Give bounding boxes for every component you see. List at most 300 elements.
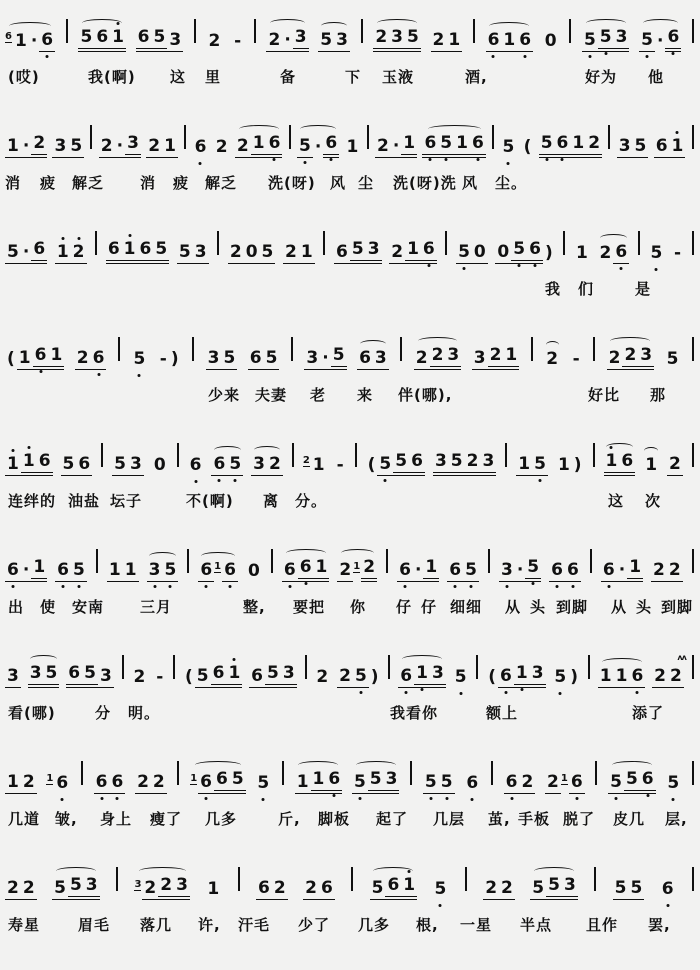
low-octave-dot [333,794,336,797]
low-octave-dot [439,904,442,907]
note-digit: 2 [31,134,47,158]
note-group [516,455,548,476]
note-digit: 2 [430,346,446,370]
note-digit: 6 [660,880,676,900]
note-digit: 6 [323,134,339,158]
low-octave-dot [492,55,495,58]
note-digit: 5 [320,30,333,51]
barline [692,443,694,467]
note-group [352,770,400,794]
low-octave-dot [61,798,64,801]
note-group [303,456,327,476]
note-digit: 5 [265,348,278,369]
note-group [549,561,581,582]
note-group [235,134,283,158]
barline [95,231,97,255]
note-digit: 5 [456,243,472,264]
note-digit: 6 [110,773,126,794]
note-group [256,879,288,900]
high-octave-dot [676,131,679,134]
note-digit: 3 [207,348,220,369]
note-digit: 1 [414,664,430,688]
note-digit: 2 [144,878,157,899]
note-digit: 0 [473,242,486,263]
low-octave-dot [636,691,639,694]
note-digit: 5 [265,664,281,688]
note-digit: 6 [464,774,480,794]
note-digit: 5 [377,455,393,476]
note-digit: 3 [54,136,67,157]
note-digit: · [618,560,626,581]
high-octave-dot [610,446,613,449]
note-group [297,134,339,158]
note-group [544,350,560,370]
note-digit: 6 [601,561,617,582]
note-digit: - [674,243,682,264]
note-digit: 6 [421,240,437,264]
lyric-syllable: 身上 [100,810,133,828]
low-octave-dot [303,161,306,164]
note-digit: - [156,667,164,688]
low-octave-dot [262,798,265,801]
tie-arc [534,867,574,875]
note-digit: 6 [629,667,645,688]
note-group [295,770,343,794]
lyric-syllable: 们 [578,280,595,298]
note-group [46,774,70,794]
low-octave-dot [205,585,208,588]
low-octave-dot [273,158,276,161]
barline [289,125,291,149]
low-octave-dot [545,158,548,161]
lyric-syllable: 皮几 [613,810,646,828]
note-digit: 2 [133,667,146,688]
note-digit: 1 [423,558,439,582]
note-digit: 1 [518,454,531,475]
barline [588,655,590,679]
note-digit: 6 [5,561,21,582]
note-digit: 3 [293,28,309,52]
lyric-syllable: 使 [40,598,57,616]
note-digit: 1 [31,558,47,582]
note-digit: 3 [480,452,496,476]
note-digit: 6 [94,28,110,52]
tie-arc [612,761,652,769]
low-octave-dot [116,797,119,800]
note-digit: 5 [608,773,624,794]
lyric-syllable: 茧, [488,810,511,828]
note-digit: 5 [624,770,640,794]
lyric-syllable: 根, [416,916,439,934]
lyric-syllable: 从 [611,598,628,616]
note-digit: 6 [251,666,263,687]
note-digit: 1 [14,31,27,52]
score-line [0,106,700,212]
lyric-syllable: 里 [205,68,222,86]
note-digit: 2 [339,666,351,687]
grace-note: 1 [214,561,222,572]
lyric-syllable: 我(啊) [88,68,136,86]
note-digit: 5 [598,28,614,52]
barline [122,655,124,679]
barline [66,19,68,43]
lyric-syllable: 落几 [140,916,173,934]
note-digit: 3 [638,346,654,370]
low-octave-dot [100,797,103,800]
low-octave-dot [445,797,448,800]
lyric-syllable: 我看你 [390,704,439,722]
grace-note: 6 [5,31,12,42]
tie-arc [56,867,96,875]
note-digit: 1 [670,137,686,158]
note-group [397,558,439,582]
lyric-syllable: 疲 [173,174,190,192]
note-digit: 2 [376,136,389,157]
lyric-syllable: 洗(呀) [268,174,316,192]
tie-arc [377,19,417,27]
note-digit: 6 [385,876,401,900]
note-group [373,28,421,52]
note-group [643,456,659,476]
tie-arc [402,655,442,663]
lyric-syllable: 脱了 [563,810,596,828]
note-group [337,667,380,688]
note-group [337,558,377,582]
note-group [530,876,578,900]
note-group [366,452,425,476]
note-digit: 5 [352,773,368,794]
note-digit: 1 [627,558,643,582]
note-digit: 2 [391,242,404,263]
note-digit: 5 [230,770,246,794]
note-digit: 6 [91,349,107,370]
barline [217,231,219,255]
note-digit: 1 [21,452,37,476]
tie-arc [602,658,642,666]
note-digit: 1 [503,30,516,51]
note-group [282,558,330,582]
barline [90,125,92,149]
note-group [598,243,630,264]
tie-arc [195,761,242,769]
note-digit: ) [573,455,582,476]
lyrics-row [0,278,700,304]
note-digit: 6 [106,240,122,264]
barline [465,867,467,891]
barline [491,761,493,785]
lyric-syllable: 那 [650,386,667,404]
note-group [574,244,590,264]
barline [594,867,596,891]
note-group [651,561,683,582]
note-group [607,346,655,370]
note-digit: 3 [530,664,546,688]
note-group [571,350,582,370]
note-group [318,31,350,52]
note-digit: 2 [269,454,281,475]
tie-arc [139,867,186,875]
note-digit: 0 [247,561,260,582]
barline [593,443,595,467]
note-group [357,349,389,370]
low-octave-dot [358,797,361,800]
low-octave-dot [561,158,564,161]
lyric-syllable: 起了 [376,810,409,828]
note-digit: 5 [666,349,679,370]
note-digit: 1 [557,455,570,476]
barline [184,125,186,149]
note-digit: 6 [33,346,49,370]
note-digit: 5 [368,770,384,794]
low-octave-dot [153,585,156,588]
note-digit: 1 [7,136,19,157]
note-digit: 2 [229,242,242,263]
note-digit: 2 [285,242,297,263]
lyric-syllable: 消 [140,174,157,192]
lyric-syllable: 出 [8,598,25,616]
note-digit: 6 [31,240,47,264]
lyric-syllable: 仔 [396,598,413,616]
note-digit: 5 [552,668,568,688]
barline [569,19,571,43]
note-digit: 5 [405,28,421,52]
note-group [665,774,681,794]
note-digit: 3 [618,136,631,157]
lyric-syllable: 汗毛 [238,916,271,934]
barline [445,231,447,255]
barline [292,443,294,467]
tie-arc [298,761,338,769]
grace-note: 2 [302,455,310,466]
note-digit: 5 [463,561,479,582]
tie-arc [610,337,650,345]
low-octave-dot [384,479,387,482]
note-digit: 2 [273,878,286,899]
lyric-syllable: 次 [645,492,662,510]
note-group [5,558,47,582]
note-digit: 1 [311,770,327,794]
barline [692,19,694,43]
note-digit: 1 [18,348,31,369]
note-group [61,455,93,476]
score-line [0,0,700,106]
notation-row [0,116,700,158]
note-digit: 6 [298,558,314,582]
low-octave-dot [672,52,675,55]
note-digit: ( [367,455,376,476]
note-digit: 6 [470,134,486,158]
lyric-syllable: 风 [330,174,347,192]
tie-arc [643,19,678,27]
lyrics-row [0,914,700,940]
lyric-syllable: 整, [243,598,266,616]
note-digit: 1 [300,242,313,263]
low-octave-dot [470,585,473,588]
notation-row [0,434,700,476]
lyric-syllable: 离 [263,492,280,510]
lyric-syllable: 坛子 [110,492,143,510]
note-digit: 1 [207,879,220,900]
note-digit: · [22,242,30,263]
note-digit: 3 [389,28,405,52]
barline [173,655,175,679]
note-digit: 5 [7,242,19,263]
note-group [135,773,167,794]
note-digit: 2 [373,28,389,52]
note-digit: 5 [525,558,541,582]
note-digit: 3 [430,664,446,688]
tie-arc [214,446,241,454]
note-digit: 6 [66,664,82,688]
note-group [304,346,346,370]
note-digit: 6 [249,348,262,369]
note-digit: · [657,31,664,52]
note-digit: 3 [84,876,100,900]
note-group [5,452,53,476]
note-group [193,138,209,158]
low-octave-dot [588,55,591,58]
note-digit: 5 [153,240,169,264]
tie-arc [418,337,458,345]
note-digit: 1 [164,136,176,157]
note-digit: 5 [152,28,168,52]
low-octave-dot [539,479,542,482]
note-group [152,456,168,476]
note-digit: 5 [255,774,271,794]
note-digit: 5 [331,346,347,370]
note-digit: 2 [653,560,665,581]
tie-arc [586,19,626,27]
score-line [0,424,700,530]
note-group [183,664,242,688]
note-digit: 3 [7,666,19,687]
note-group [453,668,469,688]
note-digit: 3 [499,561,515,582]
barline [238,867,240,891]
note-group [375,134,417,158]
note-digit: 1 [448,30,461,51]
low-octave-dot [604,52,607,55]
note-group [601,558,643,582]
low-octave-dot [229,585,232,588]
note-group [5,31,55,52]
low-octave-dot [672,798,675,801]
note-digit: 6 [211,664,227,688]
note-group [604,452,636,476]
note-group [147,561,179,582]
barline [590,549,592,573]
note-digit: 6 [188,456,204,476]
barline [388,655,390,679]
note-digit: 3 [28,664,44,688]
note-group [522,138,534,158]
high-octave-dot [408,870,411,873]
note-digit: - [234,31,242,52]
note-digit: 1 [514,664,530,688]
lyric-syllable: 额上 [486,704,519,722]
lyrics-row [0,490,700,516]
barline [692,549,694,573]
lyric-syllable: 我 [545,280,562,298]
barline [692,337,694,361]
note-digit: 6 [504,773,520,794]
barline [351,867,353,891]
grace-note: 1 [560,773,568,784]
barline [476,655,478,679]
lyric-syllable: 尘 [358,174,375,192]
tie-arc [286,549,326,557]
note-digit: 6 [665,28,681,52]
note-group [456,243,488,264]
note-group [131,350,147,370]
note-group [447,561,479,582]
note-digit: · [516,560,524,581]
lyric-syllable: 解乏 [205,174,238,192]
note-digit: 6 [555,134,571,158]
note-group [232,32,243,52]
note-digit: 2 [100,136,113,157]
barline [361,19,363,43]
barline [692,761,694,785]
note-digit: 5 [54,878,66,899]
note-digit: 3 [169,30,182,51]
low-octave-dot [655,268,658,271]
note-group [205,880,221,900]
lyric-syllable: 要把 [293,598,326,616]
tie-arc [644,447,657,455]
note-digit: 1 [314,558,330,582]
note-digit: 5 [371,878,384,899]
note-digit: 5 [78,28,94,52]
note-digit: 1 [108,560,121,581]
note-digit: 5 [639,31,655,52]
lyric-syllable: (哎) [8,68,40,86]
note-group [660,880,676,900]
note-group [545,773,585,794]
barline [367,125,369,149]
low-octave-dot [510,797,513,800]
barline [595,761,597,785]
low-octave-dot [62,585,65,588]
barline [118,337,120,361]
note-digit: 5 [70,136,83,157]
note-digit: 5 [178,242,191,263]
lyric-syllable: 头 [636,598,653,616]
note-group [52,876,100,900]
note-digit: 6 [422,134,438,158]
note-digit: 6 [613,243,629,264]
note-digit: 6 [447,561,463,582]
tie-arc [321,22,348,30]
lyrics-row [0,66,700,92]
note-digit: 1 [110,28,126,52]
note-digit: · [22,136,30,157]
lyric-syllable: 罢, [648,916,671,934]
low-octave-dot [556,585,559,588]
note-digit: 2 [158,876,174,900]
note-group [5,879,37,900]
note-group [5,134,47,158]
low-octave-dot [194,480,197,483]
note-digit: 2 [76,348,89,369]
note-digit: 6 [409,452,425,476]
note-digit: 1 [599,666,612,687]
note-digit: 6 [222,561,238,582]
note-digit: 2 [669,454,681,475]
note-group [5,773,37,794]
note-group [106,240,169,264]
note-digit: 2 [305,878,317,899]
